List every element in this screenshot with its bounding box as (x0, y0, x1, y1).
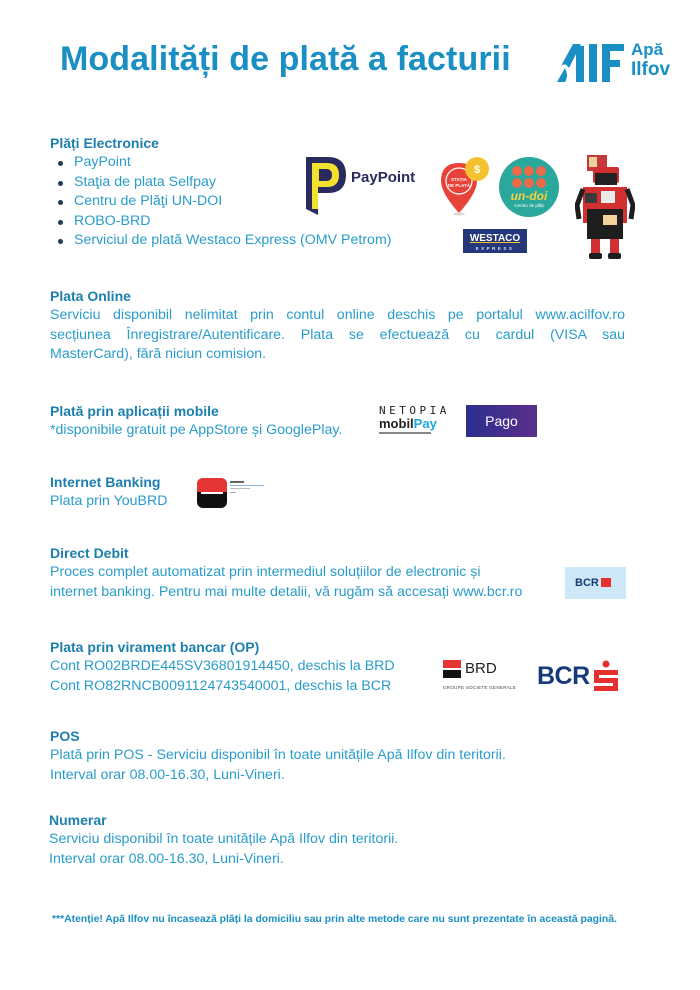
robo-brd-image (575, 153, 635, 261)
warning-note: ***Atenție! Apă Ilfov nu încasează plăți la domiciliu sau prin alte metode care nu sunt prezentate în această pagină. (52, 914, 617, 925)
statia-logo-text (446, 177, 472, 189)
bcr-logo-text: BCR (575, 577, 599, 589)
pago-logo: Pago (466, 405, 537, 437)
app-info-line (230, 481, 244, 483)
pos-line: Interval orar 08.00-16.30, Luni-Vineri. (50, 766, 285, 783)
direct-debit-description (50, 563, 522, 602)
list-item: Centru de Plăţi UN-DOI (50, 192, 392, 212)
bank-transfer-accounts (50, 657, 395, 696)
youbrd-icon-red-band (197, 478, 227, 492)
mobile-description: *disponibile gratuit pe AppStore și GooglePlay. (50, 422, 343, 438)
list-item: Serviciul de plată Westaco Express (OMV Petrom) (50, 231, 392, 251)
un-doi-logo (499, 157, 559, 217)
logo-text-line1: Apă (631, 40, 664, 59)
cash-line: Serviciu disponibil în toate unitățile Apă Ilfov din teritorii. (49, 831, 399, 847)
netopia-logo-text: NETOPIA (379, 404, 450, 417)
list-item: Staţia de plata Selfpay (50, 173, 392, 193)
bcr-red-square-icon (601, 578, 611, 587)
paypoint-logo-text: PayPoint (351, 169, 416, 186)
app-info-line (230, 488, 250, 489)
brd-logo-text: BRD (465, 660, 497, 677)
westaco-logo-subtext: EXPRESS (475, 246, 515, 251)
bcr-logo (537, 660, 621, 692)
direct-debit-line: Proces complet automatizat prin intermediul soluțiilor de electronic și (50, 564, 481, 580)
bank-account-bcr: Cont RO82RNCB0091124743540001, deschis la BCR (50, 677, 392, 694)
section-heading-pos: POS (50, 728, 80, 744)
pay-text: Pay (413, 416, 437, 431)
mobilpay-logo-text (379, 417, 441, 430)
netopia-tagline-placeholder (379, 432, 431, 434)
apa-ilfov-logo (555, 40, 680, 88)
statia-line2: DE PLATĂ (447, 183, 471, 188)
svg-text:$: $ (473, 164, 481, 176)
online-line: secțiunea Înregistrare/Autentificare. Plata se efectuează cu cardul (VISA sau (50, 326, 625, 343)
section-heading-electronic: Plăți Electronice (50, 135, 159, 151)
un-doi-logo-text: un-doi (510, 189, 548, 203)
bank-account-brd: Cont RO02BRDE445SV36801914450, deschis la BRD (50, 658, 395, 674)
cash-description (49, 830, 398, 869)
cash-line: Interval orar 08.00-16.30, Luni-Vineri. (49, 850, 284, 867)
paypoint-logo (306, 157, 426, 215)
netopia-mobilpay-logo (379, 404, 450, 438)
logo-text-line2: Ilfov (631, 59, 671, 80)
online-description (50, 306, 625, 365)
statia-line1: STAȚIA (451, 177, 467, 182)
paypoint-p-icon (306, 157, 346, 215)
bcr-s-icon (593, 660, 619, 692)
westaco-logo-text: WESTACO (469, 233, 521, 244)
list-item: PayPoint (50, 153, 392, 173)
youbrd-app-info (230, 481, 266, 495)
online-line: Serviciu disponibil nelimitat prin contul online deschis pe portalul www.acilfov.ro (50, 307, 625, 323)
direct-debit-line: internet banking. Pentru mai multe detalii, vă rugăm să accesați www.bcr.ro (50, 583, 523, 600)
page-title: Modalități de plată a facturii (60, 40, 511, 78)
section-heading-online: Plata Online (50, 288, 131, 304)
logo-text (631, 40, 670, 81)
online-line: MasterCard), fără niciun comision. (50, 346, 267, 362)
un-doi-logo-subtext: Centru de plăți (514, 203, 544, 208)
mobil-text: mobil (379, 416, 414, 431)
aif-logo-mark-icon (555, 44, 631, 82)
statia-de-plata-logo (437, 157, 493, 217)
youbrd-icon-stripe (201, 492, 223, 494)
list-item: ROBO-BRD (50, 212, 392, 232)
un-doi-icons-grid (511, 165, 547, 189)
pos-line: Plată prin POS - Serviciu disponibil în toate unitățile Apă Ilfov din teritorii. (50, 747, 506, 763)
brd-square-icon (443, 660, 461, 678)
app-info-line (230, 485, 264, 486)
westaco-express-logo (463, 229, 527, 253)
bcr-logo-text: BCR (537, 662, 590, 690)
section-heading-bank-transfer: Plata prin virament bancar (OP) (50, 639, 260, 655)
section-heading-internet-banking: Internet Banking (50, 474, 161, 490)
pos-description (50, 746, 506, 785)
youbrd-app-icon (197, 478, 227, 508)
section-heading-cash: Numerar (49, 812, 107, 828)
section-heading-direct-debit: Direct Debit (50, 545, 129, 561)
app-info-line (230, 492, 236, 493)
internet-banking-description: Plata prin YouBRD (50, 493, 168, 509)
brd-logo (443, 660, 523, 692)
bcr-logo-small (565, 567, 626, 599)
brd-logo-subtext: GROUPE SOCIETE GENERALE (443, 685, 517, 690)
section-heading-mobile: Plată prin aplicații mobile (50, 403, 219, 419)
